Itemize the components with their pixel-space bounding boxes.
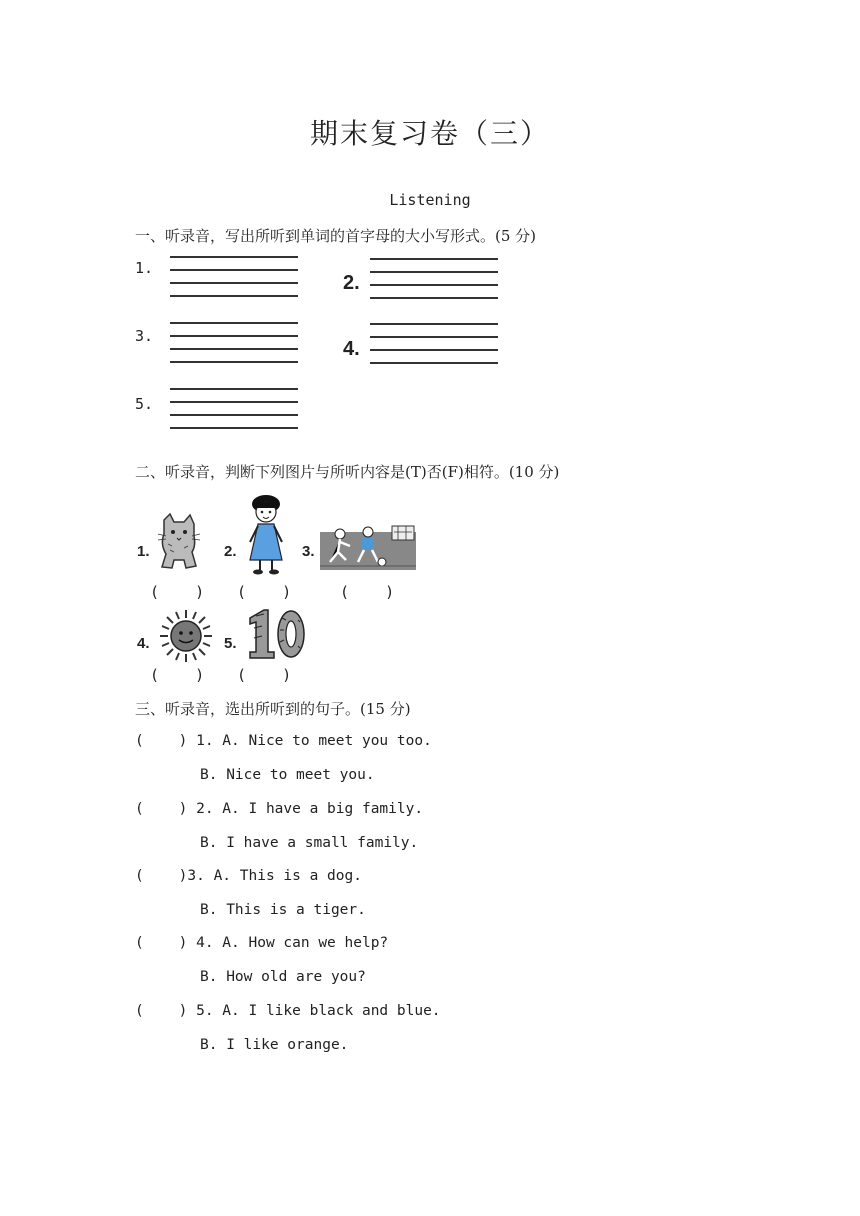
s2-answer-paren-5[interactable]: ( ) xyxy=(237,666,292,684)
s3-question-1-option-a: ( ) 1. A. Nice to meet you too. xyxy=(135,733,432,749)
s3-question-2-option-a: ( ) 2. A. I have a big family. xyxy=(135,801,424,817)
s1-writing-lines-5 xyxy=(170,388,298,440)
s1-writing-lines-1 xyxy=(170,256,298,308)
s2-item-number-3: 3. xyxy=(302,543,315,560)
s1-writing-lines-2 xyxy=(370,258,498,310)
s1-item-number-4: 4. xyxy=(343,338,360,360)
s2-item-number-2: 2. xyxy=(224,543,237,560)
s3-question-5-option-a: ( ) 5. A. I like black and blue. xyxy=(135,1003,441,1019)
s2-answer-paren-1[interactable]: ( ) xyxy=(150,583,205,601)
s3-question-5-option-b: B. I like orange. xyxy=(200,1037,349,1053)
s1-item-number-3: 3. xyxy=(135,327,154,345)
s3-question-3-option-a: ( )3. A. This is a dog. xyxy=(135,868,362,884)
number-ten-icon xyxy=(244,608,306,660)
s1-item-number-1: 1. xyxy=(135,259,154,277)
page-title: 期末复习卷（三） xyxy=(309,117,550,150)
s2-answer-paren-2[interactable]: ( ) xyxy=(237,583,292,601)
s2-item-number-4: 4. xyxy=(137,635,150,652)
s1-writing-lines-4 xyxy=(370,323,498,375)
s3-question-4-option-a: ( ) 4. A. How can we help? xyxy=(135,935,389,951)
kids-playing-icon xyxy=(320,522,416,570)
girl-icon xyxy=(242,494,290,576)
s2-item-number-1: 1. xyxy=(137,543,150,560)
s3-question-1-option-b: B. Nice to meet you. xyxy=(200,767,375,783)
s3-question-4-option-b: B. How old are you? xyxy=(200,969,366,985)
s1-item-number-2: 2. xyxy=(343,272,360,294)
cat-icon xyxy=(156,512,202,570)
s3-question-3-option-b: B. This is a tiger. xyxy=(200,902,366,918)
section1-heading: 一、听录音，写出所听到单词的首字母的大小写形式。(5 分) xyxy=(135,227,537,245)
section-subtitle: Listening xyxy=(389,191,471,209)
sun-icon xyxy=(158,608,214,664)
s1-writing-lines-3 xyxy=(170,322,298,374)
s2-answer-paren-3[interactable]: ( ) xyxy=(340,583,395,601)
s2-answer-paren-4[interactable]: ( ) xyxy=(150,666,205,684)
s3-question-2-option-b: B. I have a small family. xyxy=(200,835,419,851)
section2-heading: 二、听录音，判断下列图片与所听内容是(T)否(F)相符。(10 分) xyxy=(135,463,560,481)
s2-item-number-5: 5. xyxy=(224,635,237,652)
section3-heading: 三、听录音，选出所听到的句子。(15 分) xyxy=(135,700,411,718)
s1-item-number-5: 5. xyxy=(135,395,154,413)
